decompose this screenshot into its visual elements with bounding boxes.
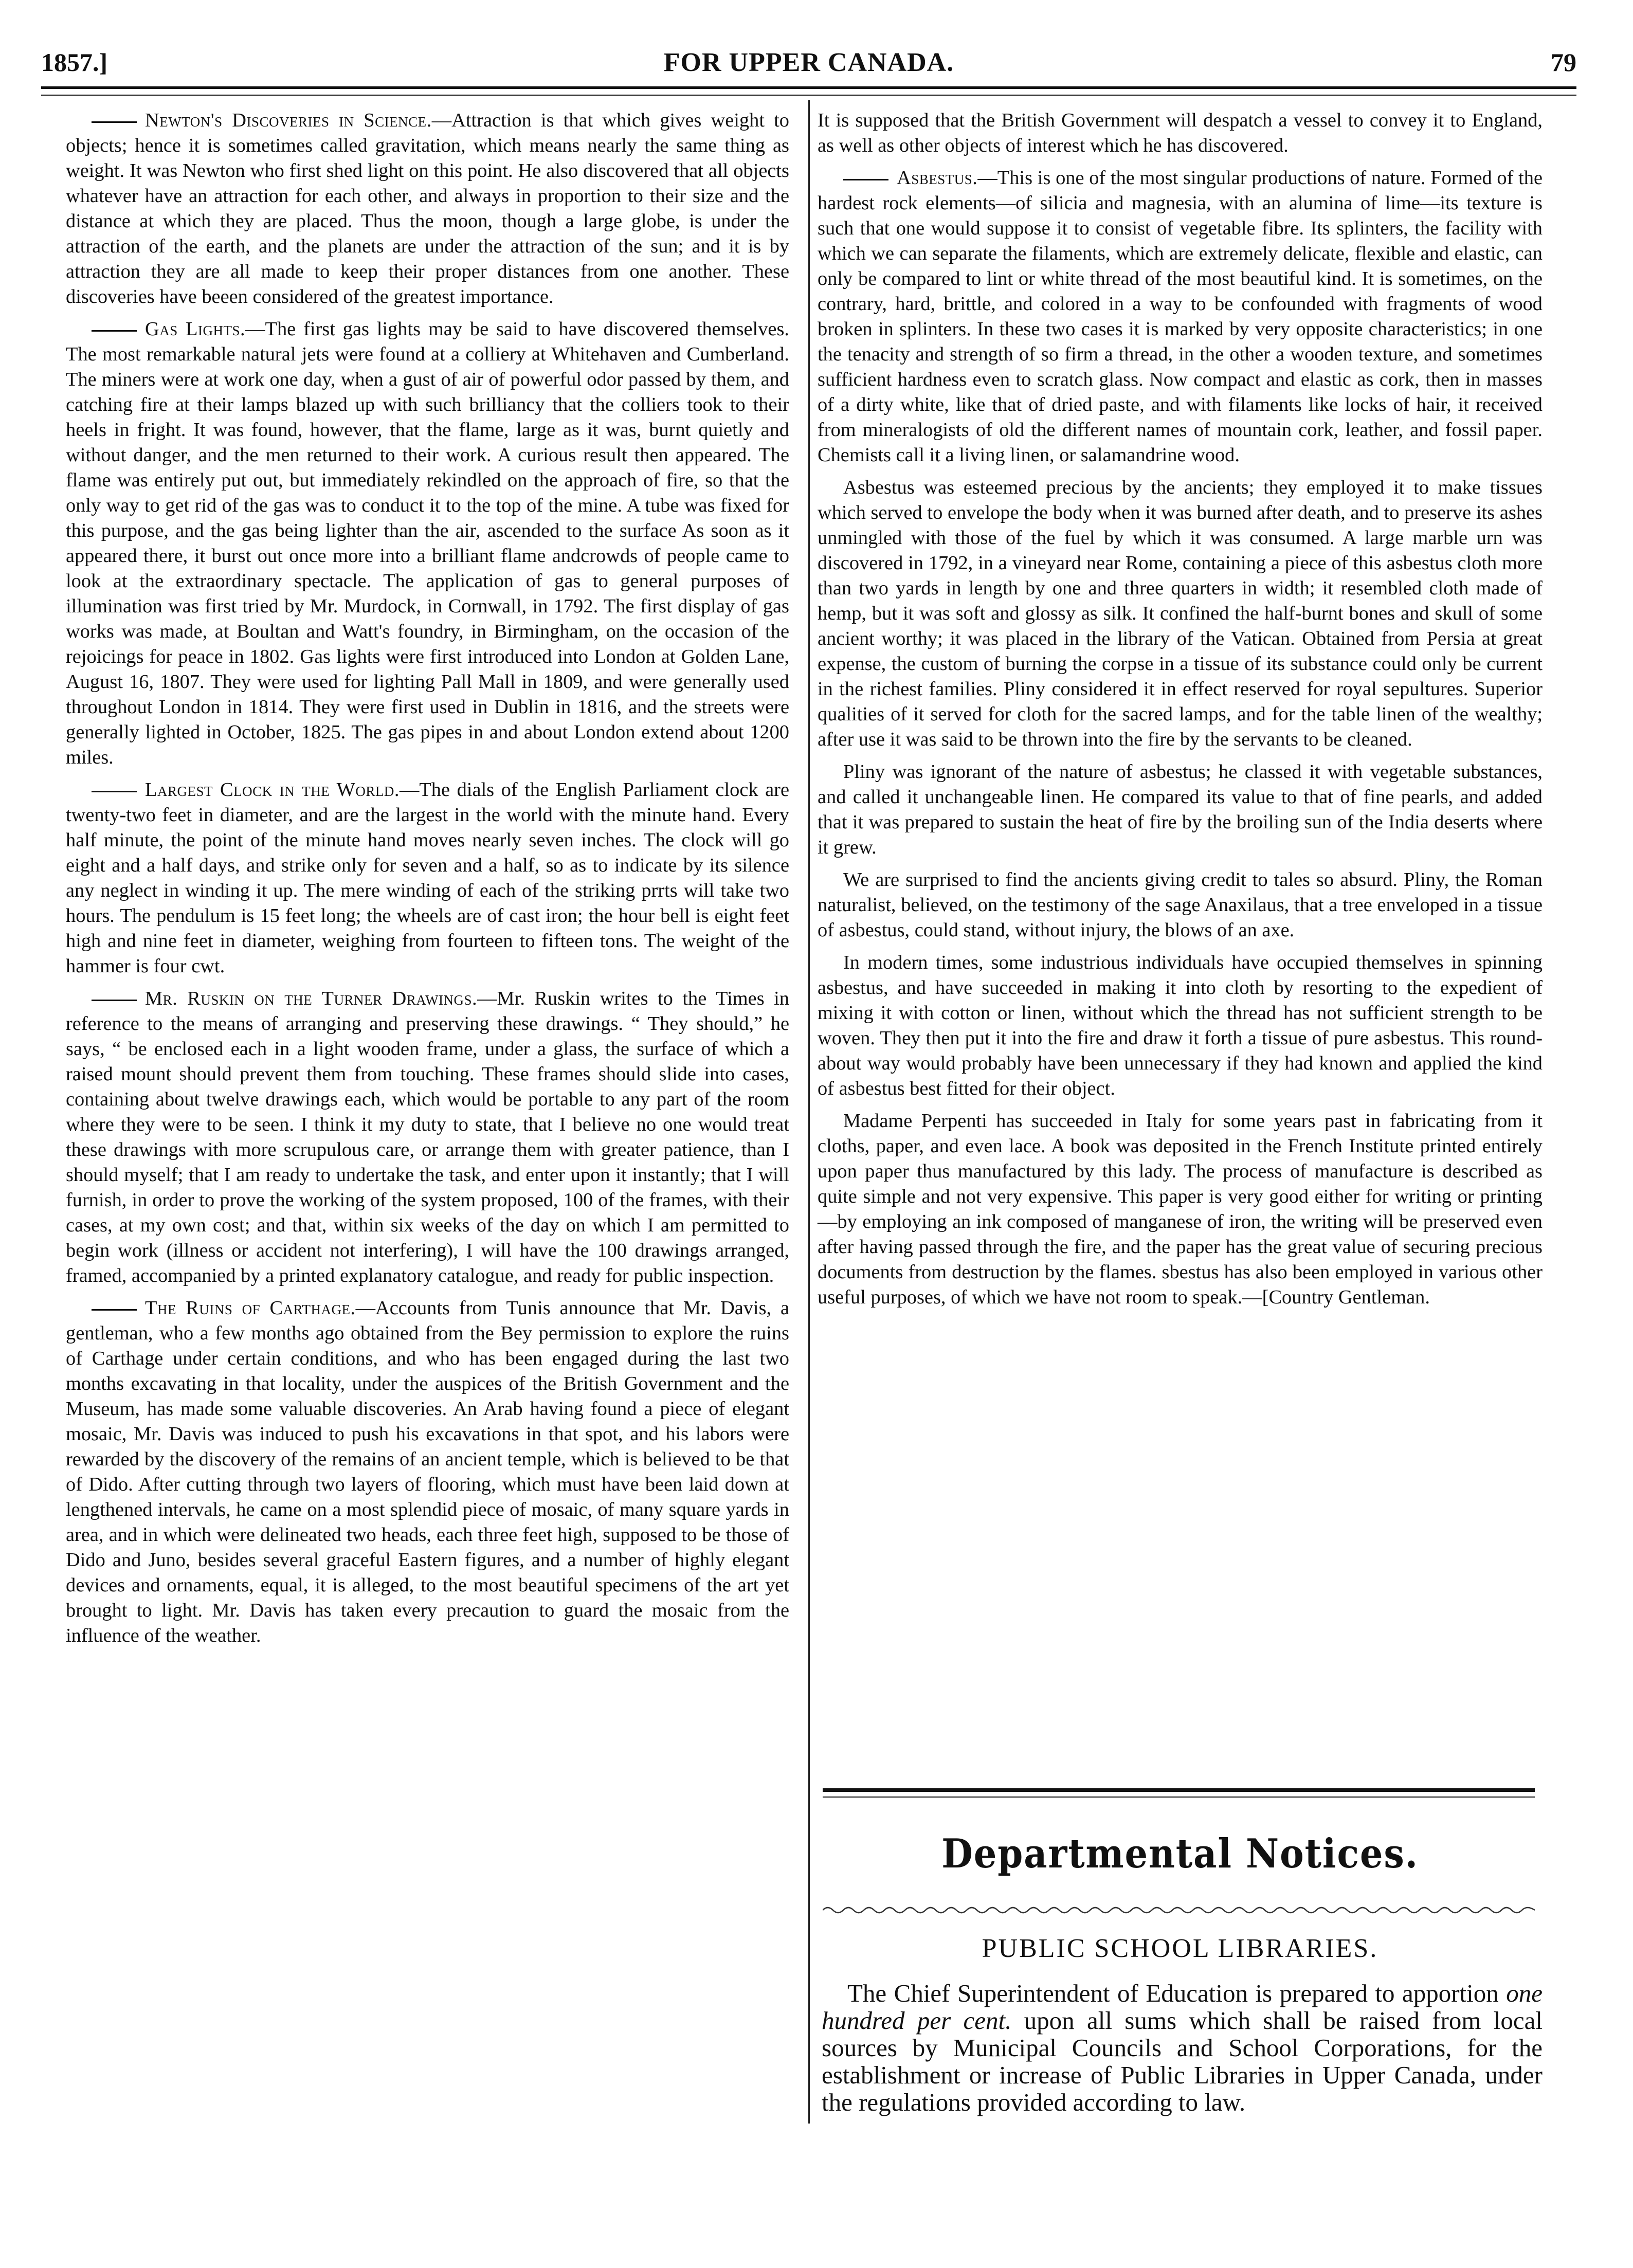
notices-rule-thin [823,1797,1535,1798]
notices-rule-thick [823,1788,1535,1792]
article-heading: Mr. Ruskin on the Turner Drawings. [145,988,478,1009]
header-rule-thick [41,86,1576,89]
notice-paragraph [822,1980,1543,2116]
header-title: FOR UPPER CANADA. [663,48,954,77]
running-head [41,47,1576,88]
article-largest-clock [66,777,789,979]
article-heading: Newton's Discoveries in Science. [145,110,432,131]
notice-subtitle: PUBLIC SCHOOL LIBRARIES. [982,1934,1378,1963]
header-rule-thin [41,95,1576,96]
column-divider [808,100,810,2124]
article-text: —The dials of the English Parliament clock are twenty-two feet in diameter, and are the largest in the world with the minute hand. Every half minute, the point of the minute hand moves nearly seven inches. The clock will go eight and a half days, and strike only for seven and a half, so as to indicate by its silence any neglect in winding it up. The mere winding of each of the striking prrts will take two hours. The pendulum is 15 feet long; the wheels are of cast iron; the hour bell is eight feet high and nine feet in diameter, weighing from fourteen to fifteen tons. The weight of the hammer is four cwt. [66,779,789,977]
asbestus-paragraph: Asbestus was esteemed precious by the ancients; they employed it to make tissues which served to envelope the body when it was burned after death, and to preserve its ashes unmingled with those of the fuel by which it was consumed. A large marble urn was discovered in 1792, in a vineyard near Rome, containing a piece of this asbestus cloth more than two yards in length by one and three quarters in width; it resembled cloth made of hemp, but it was soft and glossy as silk. It confined the half-burnt bones and skull of some ancient worthy; it was placed in the library of the Vatican. Obtained from Persia at great expense, the custom of burning the corpse in a tissue of its substance could only be current in the richest families. Pliny considered it in effect reserved for royal sepultures. Superior qualities of it served for cloth for the sacred lamps, and for the table linen of the wealthy; after use it was said to be thrown into the fire by the servants to be cleaned. [818,477,1543,750]
article-text: —Mr. Ruskin writes to the Times in reference to the means of arranging and preserving these drawings. “ They should,” he says, “ be enclosed each in a light wooden frame, under a glass, the surface of which a raised mount should prevent them from touching. These frames should slide into cases, containing about twelve drawings each, which would be portable to any part of the room where they were to be seen. I think it my duty to state, that I believe no one would treat these drawings with more scrupulous care, or arrange them with greater patience, than I should myself; that I am ready to undertake the task, and enter upon it instantly; that I will furnish, in order to prove the working of the system proposed, 100 of the frames, with their cases, at my own cost; and that, within six weeks of the day on which I am permitted to begin work (illness or accident not interfering), I will have the 100 drawings arranged, framed, accompanied by a printed explanatory catalogue, and ready for public inspection. [66,988,789,1286]
em-dash-rule [92,791,137,792]
section-title: Departmental Notices. [941,1830,1419,1877]
article-gas-lights [66,317,789,770]
article-ruskin [66,986,789,1289]
notice-emphasis: one hundred per cent. [822,1979,1543,2035]
em-dash-rule [92,1000,137,1001]
asbestus-paragraph: Madame Perpenti has succeeded in Italy for some years past in fabricating from it cloths, paper, and even lace. A book was deposited in the French Institute printed entirely upon paper thus manufactured by this lady. The process of manufacture is described as quite simple and not very expensive. This paper is very good either for writing or printing—by employing an ink composed of manganese of iron, the writing will be preserved even after having passed through the fire, and the paper has the great value of securing precious documents from destruction by the flames. sbestus has also been employed in various other useful purposes, of which we have not room to speak.—[Country Gentleman. [818,1110,1543,1308]
em-dash-rule [843,179,888,180]
carthage-continuation: It is supposed that the British Government will despatch a vessel to convey it to England, as well as other objects of interest which he has discovered. [818,110,1543,156]
article-newton [66,108,789,310]
article-text: —Attraction is that which gives weight to objects; hence it is sometimes called gravitation, which means nearly the same thing as weight. It was Newton who first shed light on this point. He also discovered that all objects whatever have an attraction for each other, and always in proportion to their size and the distance at which they are placed. Thus the moon, though a large globe, is under the attraction of the earth, and the planets are under the attraction of the sun; and it is by attraction they are all made to keep their proper distances from one another. These discoveries have beeen considered of the greatest importance. [66,110,789,307]
em-dash-rule [92,1309,137,1311]
em-dash-rule [92,121,137,123]
article-heading: Asbestus. [897,167,978,189]
asbestus-paragraph: In modern times, some industrious individuals have occupied themselves in spinning asbestus, and have succeeded in making it into cloth by resorting to the expedient of mixing it with cotton or linen, without which the thread has not sufficient strength to be woven. They then put it into the fire and draw it forth a tissue of pure asbestus. This round-about way would probably have been unnecessary if they had known and applied the kind of asbestus best fitted for their object. [818,952,1543,1099]
left-column [66,108,789,1656]
notice-text-after: upon all sums which shall be raised from local sources by Municipal Councils and School Corporations, for the establishment or increase of Public Libraries in Upper Canada, under the regulations provided according to law. [822,2006,1543,2116]
article-text: —This is one of the most singular productions of nature. Formed of the hardest rock elements—of silicia and magnesia, with an alumina of lime—its texture is such that one would suppose it to consist of vegetable fibre. Its splinters, the facility with which we can separate the filaments, which are extremely delicate, flexible and elastic, can only be compared to lint or white thread of the most beautiful kind. It is sometimes, on the contrary, hard, brittle, and colored in a way to be confounded with fragments of wood broken in splinters. In these two cases it is marked by very opposite characteristics; in one the tenacity and strength of so firm a thread, in the other a wooden texture, and sometimes sufficient hardness even to scratch glass. Now compact and elastic as cork, then in masses of a dirty white, like that of dried paste, and with filaments like locks of hair, it received from mineralogists of old the different names of mountain cork, leather, and fossil paper. Chemists call it a living linen, or salamandrine wood. [818,167,1543,466]
asbestus-paragraph: We are surprised to find the ancients giving credit to tales so absurd. Pliny, the Roman naturalist, believed, on the testimony of the sage Anaxilaus, that a tree enveloped in a tissue of asbestus, could stand, without injury, the blows of an axe. [818,869,1543,941]
right-column [818,108,1543,1317]
article-asbestus [818,166,1543,468]
article-carthage [66,1296,789,1648]
article-heading: Largest Clock in the World. [145,779,400,801]
article-heading: The Ruins of Carthage. [145,1297,356,1319]
article-text: —Accounts from Tunis announce that Mr. Davis, a gentleman, who a few months ago obtained from the Bey permission to explore the ruins of Carthage under certain conditions, and who has been engaged during the last two months excavating in that locality, under the auspices of the British Government and the Museum, has made some valuable discoveries. An Arab having found a piece of elegant mosaic, Mr. Davis was induced to push his excavations in that spot, and his labors were rewarded by the discovery of the remains of an ancient temple, which is believed to be that of Dido. After cutting through two layers of flooring, which must have been laid down at lengthened intervals, he came on a most splendid piece of mosaic, of many square yards in area, and in which were delineated two heads, each three feet high, supposed to be those of Dido and Juno, besides several graceful Eastern figures, and a number of highly elegant devices and ornaments, equal, it is alleged, to the most beautiful specimens of the art yet brought to light. Mr. Davis has taken every precaution to guard the mosaic from the influence of the weather. [66,1297,789,1646]
header-year: 1857.] [41,48,108,77]
em-dash-rule [92,330,137,332]
page-number: 79 [1551,48,1576,77]
article-text: —The first gas lights may be said to have discovered themselves. The most remarkable natural jets were found at a colliery at Whitehaven and Cumberland. The miners were at work one day, when a gust of air of powerful odor passed by them, and catching fire at their lamps blazed up with such brilliancy that the colliers took to their heels in fright. It was found, however, that the flame, large as it was, burnt quietly and without danger, and the men returned to their work. A curious result then appeared. The flame was entirely put out, but immediately rekindled on the approach of fire, so that the only way to get rid of the gas was to conduct it to the top of the mine. A tube was fixed for this purpose, and the gas being lighter than the air, ascended to the surface As soon as it appeared there, it burst out once more into a brilliant flame andcrowds of people came to look at the extraordinary spectacle. The application of gas to general purposes of illumination was first tried by Mr. Murdock, in Cornwall, in 1792. The first display of gas works was made, at Boultan and Watt's foundry, in Birmingham, on the occasion of the rejoicings for peace in 1802. Gas lights were first introduced into London at Golden Lane, August 16, 1807. They were used for lighting Pall Mall in 1809, and were generally used throughout London in 1814. They were first used in Dublin in 1816, and the streets were generally lighted in October, 1825. The gas pipes in and about London extend about 1200 miles. [66,318,789,768]
asbestus-paragraph: Pliny was ignorant of the nature of asbestus; he classed it with vegetable substances, and called it unchangeable linen. He compared its value to that of fine pearls, and added that it was prepared to sustain the heat of fire by the broiling sun of the India deserts where it grew. [818,761,1543,858]
article-heading: Gas Lights. [145,318,246,340]
notice-body [822,1980,1543,2116]
wavy-ornament-rule [823,1902,1535,1918]
notice-text-before: The Chief Superintendent of Education is prepared to apportion [847,1979,1507,2007]
